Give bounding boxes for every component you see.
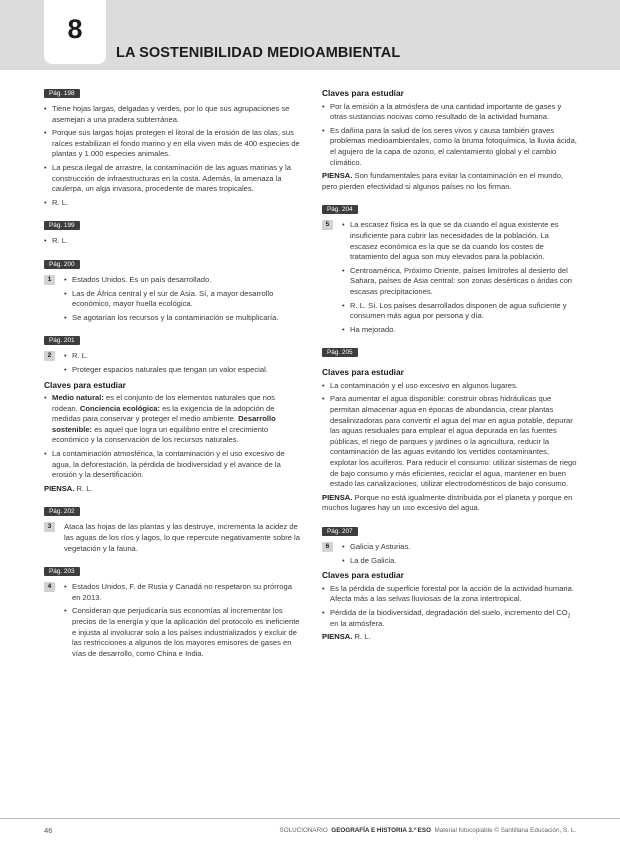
list-item: • Ha mejorado. [342,325,578,336]
page-badge: Pág. 200 [44,260,80,269]
page-badge: Pág. 203 [44,567,80,576]
term: Desarrollo sostenible: [52,414,276,434]
activity-block [322,542,578,566]
claves-list [322,381,578,490]
chapter-title: LA SOSTENIBILIDAD MEDIOAMBIENTAL [116,45,401,61]
list-item [322,608,578,629]
definition: es aquel que logra un equilibrio entre el crecimiento económico y la conservación de los recursos naturales. [52,424,269,445]
activity-number: 3 [44,522,55,532]
activity-number: 4 [44,582,55,592]
answer-list [64,275,300,323]
footer-solucionario: SOLUCIONARIO [279,827,328,834]
answer-list [342,220,578,335]
left-column [44,88,300,671]
piensa-text: R. L. [352,632,371,642]
answer-list [44,104,300,208]
list-item: • Estados Unidos. Es un país desarrollado. [64,275,300,286]
claves-list [322,102,578,169]
list-item: • Es dañina para la salud de los seres vivos y causa también graves problemas medioambientales, como la bruma fotoquímica, la lluvia ácida, el agujero de la capa de ozono, el calentamiento global y el cambio climático. [322,126,578,168]
list-item: • Estados Unidos, F. de Rusia y Canadá no respetaron su prórroga en 2013. [64,582,300,603]
term: Medio natural: [52,393,104,403]
activity-number: 5 [322,220,333,230]
piensa-text: R. L. [74,483,93,493]
chapter-number: 8 [67,14,83,44]
chapter-tab [44,0,106,64]
section-pag-201 [44,335,300,494]
activity-number: 6 [322,542,333,552]
claves-list [44,393,300,481]
page-badge: Pág. 201 [44,336,80,345]
list-item: • Las de África central y el sur de Asia. Sí, a mayor desarrollo económico, mayor huella ecológica. [64,289,300,310]
page-badge: Pág. 202 [44,507,80,516]
subscript: 2 [567,613,571,620]
definition: es la exigencia de la adopción de medidas para conservar y proteger el medio ambiente. [52,403,275,424]
piensa-label: PIENSA. [322,632,353,642]
right-column [322,88,578,655]
claves-list [322,584,578,629]
footer-credits [280,827,577,834]
list-item: • Centroamérica, Próximo Oriente, países limítrofes al desierto del Sahara, países de Asia central: son zonas desérticas o áridas con escasas precipitaciones. [342,266,578,298]
list-item: • La pesca ilegal de arrastre, la contaminación de las aguas marinas y la construcción de infraestructuras en la costa. Además, la amenaza la caulerpa, un alga invasora, procedente de mares tropicales. [44,163,300,195]
section-pag-203 [44,566,300,659]
activity-block [44,275,300,323]
list-item: • La escasez física es la que se da cuando el agua existente es insuficiente para cubrir las necesidades de la población. La escasez económica es la que se da cuando los costes de tratamiento del agua son muy elevados para la población. [342,220,578,262]
section-pag-198 [44,88,300,208]
list-item: • R. L. Sí. Los países desarrollados disponen de agua suficiente y consumen más agua por persona y día. [342,301,578,322]
answer-list [44,236,300,247]
term: Conciencia ecológica: [79,403,161,413]
footer-divider [0,818,620,819]
section-pag-200 [44,259,300,323]
answer-list [64,351,300,375]
activity-block [44,522,300,554]
page-badge: Pág. 198 [44,89,80,98]
page-header [0,0,620,70]
page-badge: Pág. 207 [322,527,358,536]
page-badge: Pág. 205 [322,348,358,357]
section-pag-205 [322,347,578,514]
answer-list [64,582,300,659]
list-item: • R. L. [64,351,300,362]
list-item: • R. L. [44,236,300,247]
piensa-answer [322,632,578,643]
piensa-label: PIENSA. [322,492,353,502]
footer-rights: Material fotocopiable © Santillana Educación, S. L. [434,827,576,834]
activity-number: 1 [44,275,55,285]
list-item: • Porque sus largas hojas protegen el litoral de la erosión de las olas, sus raíces estabilizan el fondo marino y en ella viven más de 400 especies de plantas y 1.000 especies animales. [44,128,300,160]
section-claves-continued [322,88,578,192]
activity-block [44,351,300,375]
list-item: • R. L. [44,198,300,209]
list-item: • Proteger espacios naturales que tengan un valor especial. [64,365,300,376]
list-item: • Tiene hojas largas, delgadas y verdes, por lo que sus agrupaciones se asemejan a una pradera subterránea. [44,104,300,125]
section-pag-207 [322,526,578,643]
footer-book: GEOGRAFÍA E HISTORIA 3.º ESO [331,827,431,834]
list-item [44,393,300,446]
piensa-text: Porque no está igualmente distribuida por el planeta y porque en muchos lugares hay un uso excesivo del agua. [322,492,573,513]
claves-heading: Claves para estudiar [322,88,404,98]
piensa-answer [322,493,578,514]
list-item: • Se agotarían los recursos y la contaminación se multiplicaría. [64,313,300,324]
piensa-answer [322,171,578,192]
list-item: • Es la pérdida de superficie forestal por la acción de la actividad humana. Afecta más a las selvas lluviosas de la zona intertropical. [322,584,578,605]
list-item: • La contaminación atmosférica, la contaminación y el uso excesivo de agua, la deforestación, la pérdida de biodiversidad y el avance de la erosión y la desertificación. [44,449,300,481]
list-item: • Por la emisión a la atmósfera de una cantidad importante de gases y otras sustancias nocivas como resultado de la actividad humana. [322,102,578,123]
section-pag-199 [44,220,300,247]
page-badge: Pág. 204 [322,205,358,214]
answer-text: Ataca las hojas de las plantas y las destruye, incrementa la acidez de las aguas de los ríos y lagos, lo que repercute negativamente sobre la vegetación y la fauna. [64,522,300,553]
list-item: • Consideran que perjudicaría sus economías al incrementar los precios de la energía y que la aplicación del protocolo es ineficiente e injusta al involucrar solo a los países industrializados y excluir de las restricciones a algunos de los mayores emisores de gases en vías de desarrollo, como China e India. [64,606,300,659]
text-part: en la atmósfera. [330,618,385,628]
activity-block [322,220,578,335]
section-pag-204 [322,204,578,335]
definition: es el conjunto de los elementos naturales que nos rodean. [52,393,275,413]
list-item: • Para aumentar el agua disponible: construir obras hidráulicas que permitan almacenar agua en épocas de abundancia, crear plantas desalinizadoras para convertir el agua del mar en agua potable, depurar las aguas residuales para emplear el agua depurada en las fuentes públicas, el riego de parques y jardines o la agricultura, reducir la contaminación de las aguas evitando los vertidos contaminantes, explotar los acuíferos. Para reducir el consumo: utilizar sistemas de riego de bajo consumo y más eficientes, reciclar el agua, mantener en buen estado las canalizaciones, utilizar electrodomésticos de bajo consumo. [322,394,578,489]
claves-heading: Claves para estudiar [322,570,404,581]
text-part: Pérdida de la biodiversidad, degradación del suelo, incremento del CO [330,607,568,617]
piensa-label: PIENSA. [322,171,353,181]
piensa-label: PIENSA. [44,483,75,493]
answer-list [342,542,578,566]
piensa-answer [44,484,300,495]
piensa-text: Son fundamentales para evitar la contaminación en el mundo, pero pierden efectividad si algunos países no los firman. [322,171,564,191]
page-number: 46 [44,826,53,835]
claves-heading: Claves para estudiar [44,379,126,390]
list-item: • Galicia y Asturias. [342,542,578,553]
section-pag-202 [44,506,300,554]
claves-heading: Claves para estudiar [322,367,404,378]
activity-number: 2 [44,351,55,361]
page-badge: Pág. 199 [44,221,80,230]
list-item: • La de Galicia. [342,556,578,567]
list-item: • La contaminación y el uso excesivo en algunos lugares. [322,381,578,392]
activity-block [44,582,300,659]
